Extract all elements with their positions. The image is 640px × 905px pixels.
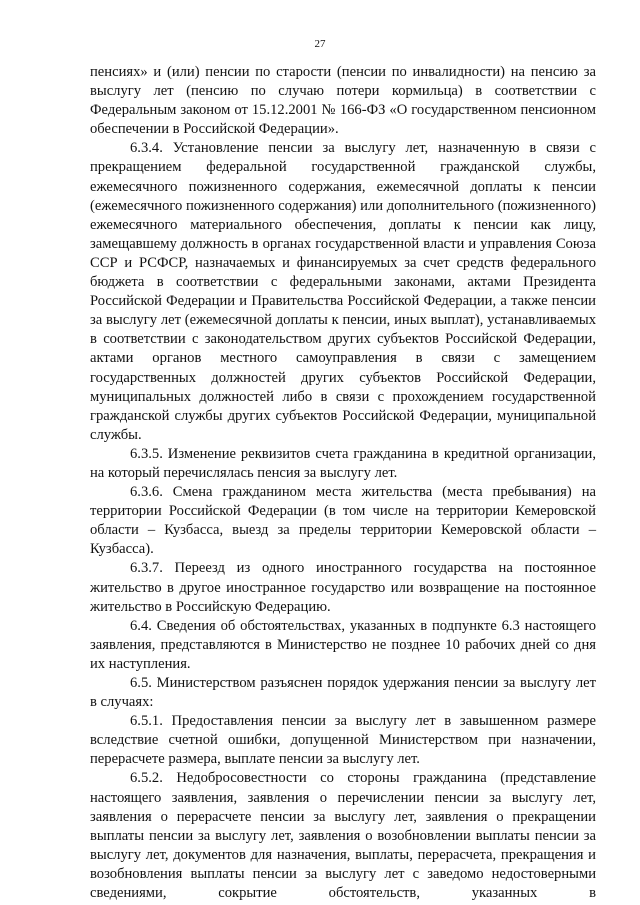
- paragraph-6-3-7: 6.3.7. Переезд из одного иностранного государства на постоянное жительство в другое иностранное государство или возвращение на постоянное жительство в Российскую Федерацию.: [90, 560, 596, 615]
- document-body: [90, 63, 596, 903]
- page-number: 27: [314, 38, 326, 50]
- paragraph-6-3-6: 6.3.6. Смена гражданином места жительства (места пребывания) на территории Российской Федерации (в том числе на территории Кемеровской области – Кузбасса, выезд за пределы территории Кемеровской области – Кузбасса).: [90, 484, 596, 558]
- paragraph-6-3-4: 6.3.4. Установление пенсии за выслугу лет, назначенную в связи с прекращением федеральной государственной гражданской службы, ежемесячного пожизненного содержания, ежемесячной доплаты к пенсии (ежемесячного пожизненного содержания) или дополнительного (пожизненного) ежемесячного материального обеспечения, доплаты к пенсии как лицу, замещавшему должность в органах государственной власти и управления Союза ССР и РСФСР, назначаемых и финансируемых за счет средств федерального бюджета в соответствии с федеральными законами, актами Президента Российской Федерации и Правительства Российской Федерации, а также пенсии за выслугу лет (ежемесячной доплаты к пенсии, иных выплат), устанавливаемых в соответствии с законодательством других субъектов Российской Федерации, актами органов местного самоуправления в связи с замещением государственных должностей других субъектов Российской Федерации, муниципальных должностей либо в связи с прохождением государственной гражданской службы других субъектов Российской Федерации, муниципальной службы.: [90, 140, 596, 443]
- paragraph-6-5-2: 6.5.2. Недобросовестности со стороны гражданина (представление настоящего заявления, заявления о перечислении пенсии за выслугу лет, заявления о перерасчете пенсии за выслугу лет, заявления о прекращении выплаты пенсии за выслугу лет, заявления о возобновлении выплаты пенсии за выслугу лет, документов для назначения, выплаты, перерасчета, прекращения и возобновления выплаты пенсии за выслугу лет с заведомо недостоверными сведениями, сокрытие обстоятельств, указанных в: [90, 770, 596, 902]
- paragraph-continuation: пенсиях» и (или) пенсии по старости (пенсии по инвалидности) на пенсию за выслугу лет (пенсию по случаю потери кормильца) в соответствии с Федеральным законом от 15.12.2001 № 166-ФЗ «О государственном пенсионном обеспечении в Российской Федерации».: [90, 64, 596, 138]
- paragraph-6-3-5: 6.3.5. Изменение реквизитов счета гражданина в кредитной организации, на который перечислялась пенсия за выслугу лет.: [90, 445, 596, 481]
- paragraph-6-5-1: 6.5.1. Предоставления пенсии за выслугу лет в завышенном размере вследствие счетной ошибки, допущенной Министерством при назначении, перерасчете размера, выплате пенсии за выслугу лет.: [90, 713, 596, 768]
- paragraph-6-5: 6.5. Министерством разъяснен порядок удержания пенсии за выслугу лет в случаях:: [90, 675, 596, 711]
- paragraph-6-4: 6.4. Сведения об обстоятельствах, указанных в подпункте 6.3 настоящего заявления, представляются в Министерство не позднее 10 рабочих дней со дня их наступления.: [90, 617, 596, 672]
